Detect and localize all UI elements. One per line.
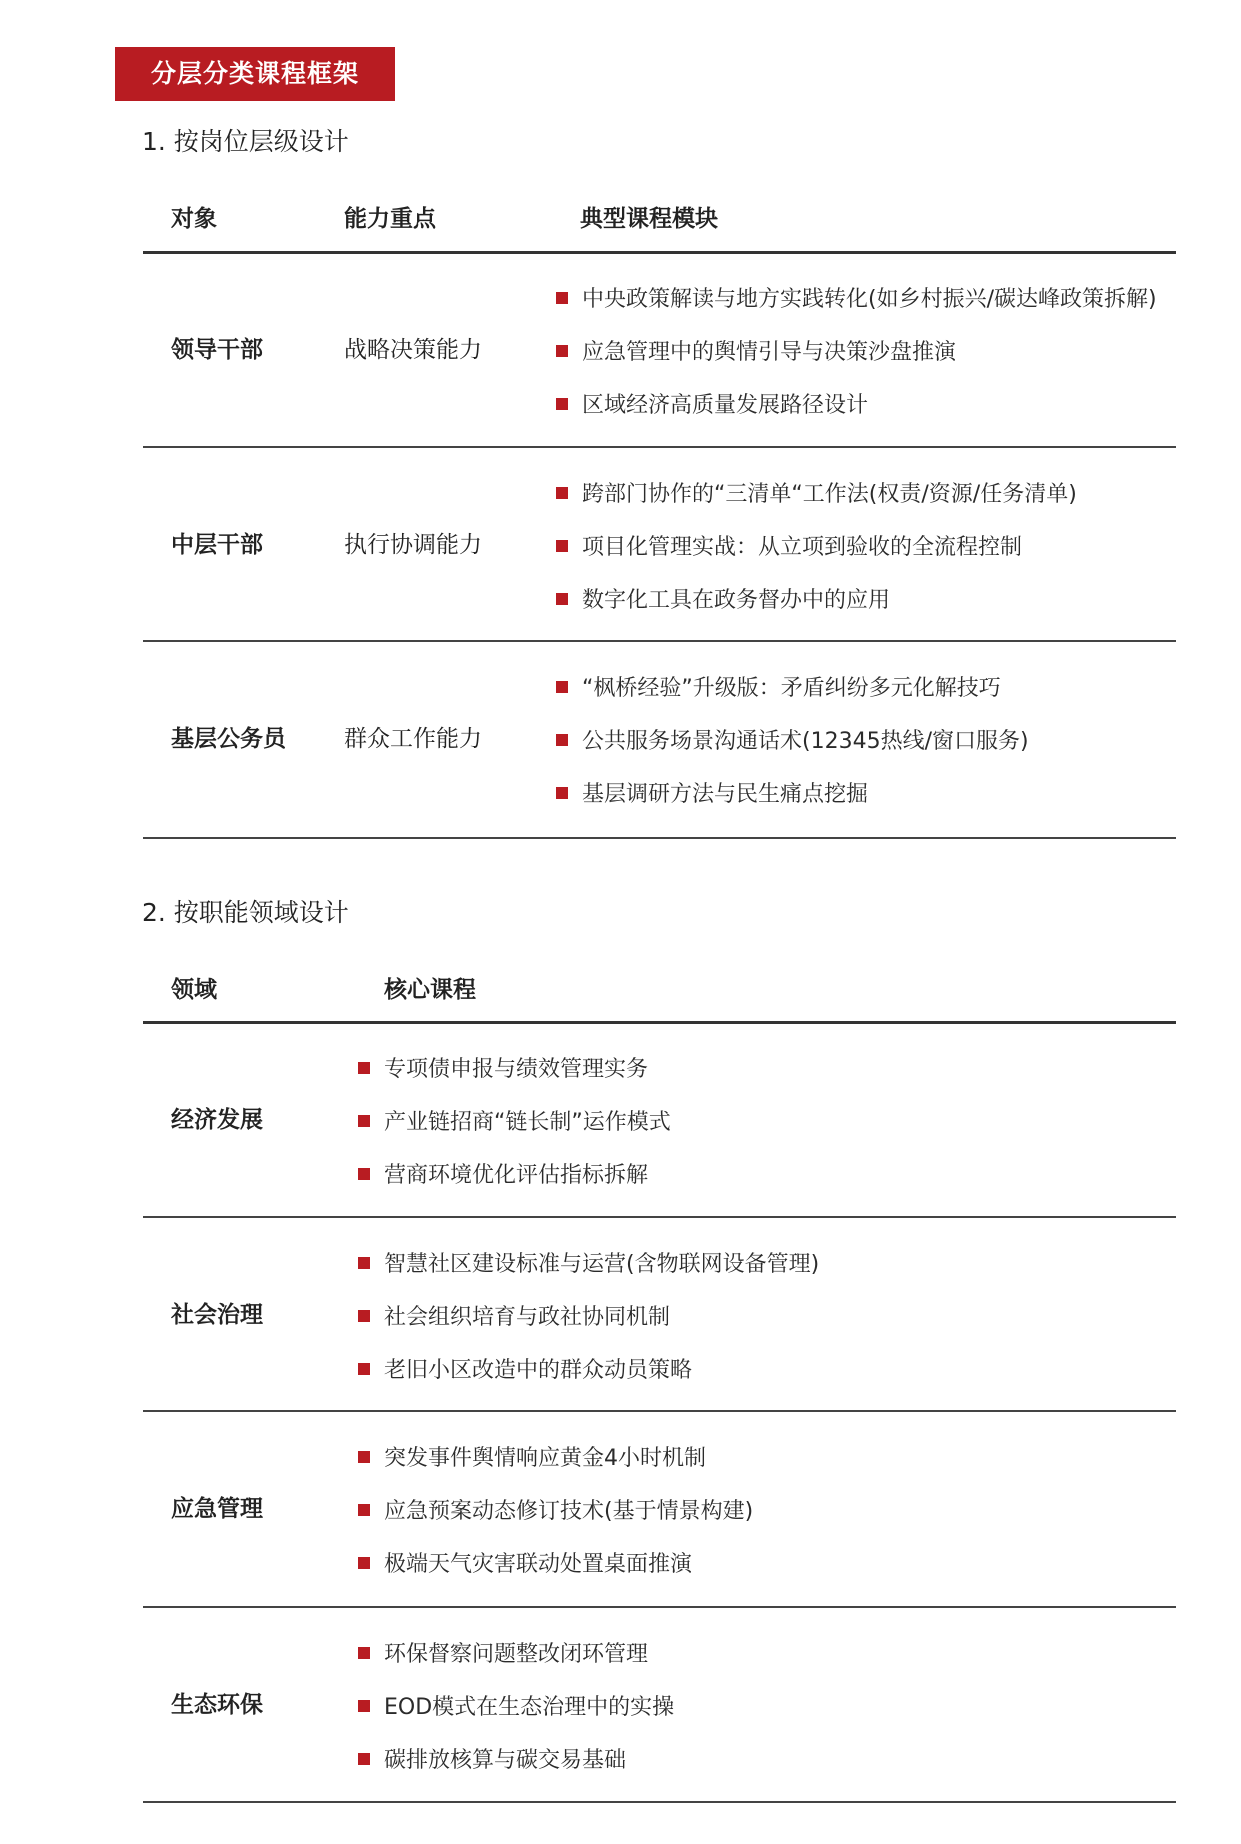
list-item: “枫桥经验”升级版：矛盾纠纷多元化解技巧 [556,671,1001,702]
list-item: 老旧小区改造中的群众动员策略 [358,1353,692,1384]
row-domain: 社会治理 [171,1302,263,1328]
bullet-square-icon [358,1504,370,1516]
list-item: 项目化管理实战：从立项到验收的全流程控制 [556,530,1022,561]
list-item: 应急管理中的舆情引导与决策沙盘推演 [556,335,956,366]
bullet-square-icon [556,540,568,552]
list-item: 极端天气灾害联动处置桌面推演 [358,1547,692,1578]
bullet-square-icon [556,681,568,693]
row-domain: 生态环保 [171,1692,263,1718]
bullet-square-icon [358,1168,370,1180]
row-focus: 执行协调能力 [344,532,482,558]
bullet-square-icon [556,593,568,605]
list-item: 营商环境优化评估指标拆解 [358,1158,648,1189]
list-item: 专项债申报与绩效管理实务 [358,1052,648,1083]
bullet-square-icon [556,345,568,357]
bullet-square-icon [358,1310,370,1322]
bullet-square-icon [358,1115,370,1127]
bullet-square-icon [358,1647,370,1659]
list-item: 公共服务场景沟通话术(12345热线/窗口服务) [556,724,1029,755]
row-target: 领导干部 [171,337,263,363]
bullet-square-icon [556,398,568,410]
list-item: 基层调研方法与民生痛点挖掘 [556,777,868,808]
header-domain: 领域 [171,977,217,1003]
list-item: 中央政策解读与地方实践转化(如乡村振兴/碳达峰政策拆解) [556,282,1157,313]
list-item: 数字化工具在政务督办中的应用 [556,583,890,614]
table1-row-divider [143,640,1176,642]
header-target: 对象 [171,206,217,232]
row-focus: 战略决策能力 [344,337,482,363]
section-banner: 分层分类课程框架 [115,47,395,101]
header-courses: 核心课程 [384,977,476,1003]
table2-header-rule [143,1021,1176,1024]
bullet-square-icon [358,1257,370,1269]
list-item: 碳排放核算与碳交易基础 [358,1743,626,1774]
bullet-square-icon [358,1557,370,1569]
table2-bottom-rule [143,1801,1176,1803]
list-item: 智慧社区建设标准与运营(含物联网设备管理) [358,1247,819,1278]
bullet-square-icon [556,734,568,746]
bullet-square-icon [556,787,568,799]
list-item: 环保督察问题整改闭环管理 [358,1637,648,1668]
table1-row-divider [143,446,1176,448]
list-item: 区域经济高质量发展路径设计 [556,388,868,419]
list-item: EOD模式在生态治理中的实操 [358,1690,674,1721]
table2-row-divider [143,1410,1176,1412]
row-focus: 群众工作能力 [344,726,482,752]
bullet-square-icon [556,292,568,304]
row-domain: 应急管理 [171,1496,263,1522]
list-item: 应急预案动态修订技术(基于情景构建) [358,1494,753,1525]
section1-title: 1. 按岗位层级设计 [142,127,349,156]
table1-bottom-rule [143,837,1176,839]
list-item: 跨部门协作的“三清单“工作法(权责/资源/任务清单) [556,477,1077,508]
list-item: 突发事件舆情响应黄金4小时机制 [358,1441,706,1472]
row-target: 基层公务员 [171,726,286,752]
table1-header-rule [143,251,1176,254]
row-domain: 经济发展 [171,1107,263,1133]
bullet-square-icon [358,1062,370,1074]
header-focus: 能力重点 [344,206,436,232]
bullet-square-icon [358,1451,370,1463]
row-target: 中层干部 [171,532,263,558]
bullet-square-icon [358,1753,370,1765]
bullet-square-icon [358,1700,370,1712]
bullet-square-icon [358,1363,370,1375]
list-item: 社会组织培育与政社协同机制 [358,1300,670,1331]
bullet-square-icon [556,487,568,499]
table2-row-divider [143,1606,1176,1608]
list-item: 产业链招商“链长制”运作模式 [358,1105,671,1136]
header-modules: 典型课程模块 [580,206,718,232]
section2-title: 2. 按职能领域设计 [142,898,349,927]
table2-row-divider [143,1216,1176,1218]
